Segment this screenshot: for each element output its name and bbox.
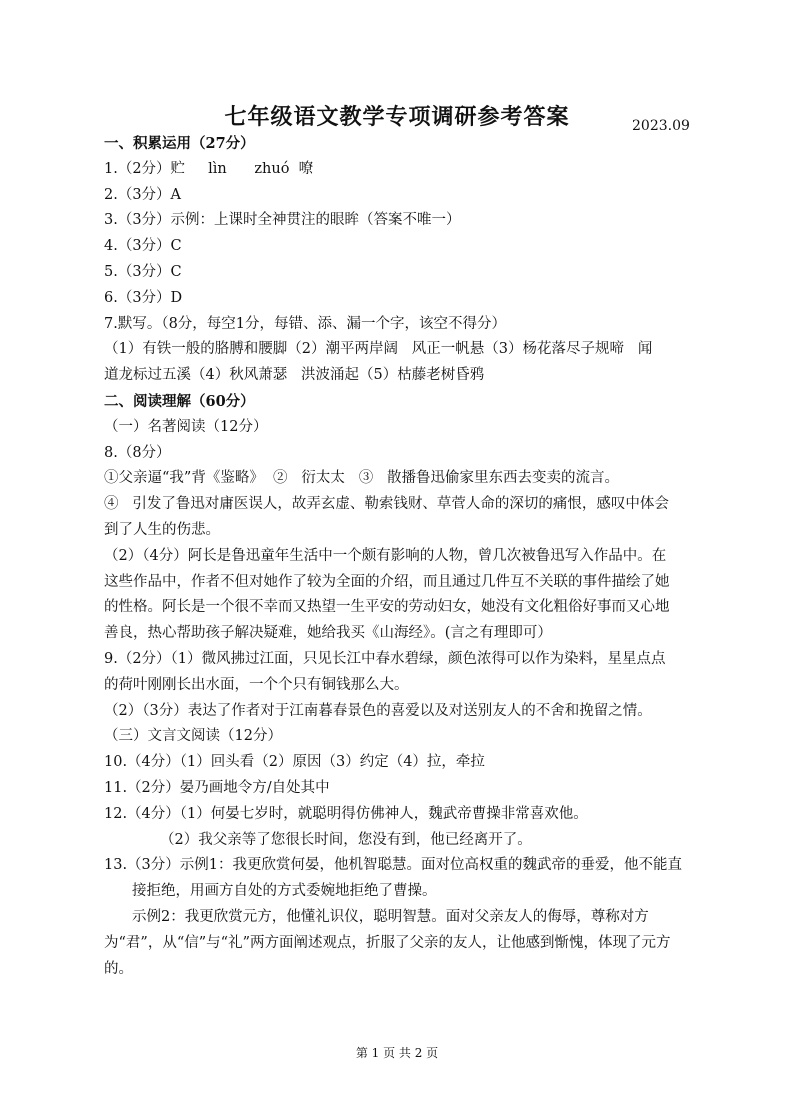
subsection-heading-1: （一）名著阅读（12分） bbox=[104, 418, 268, 435]
answer-line-q9-text-2: 的荷叶刚刚长出水面，一个个只有铜钱那么大。 bbox=[104, 676, 409, 693]
subsection-heading-3: （三）文言文阅读（12分） bbox=[104, 728, 282, 745]
answer-line-q8-2-text-1: （2）（4分）阿长是鲁迅童年生活中一个颇有影响的人物，曾几次被鲁迅写入作品中。在 bbox=[104, 547, 667, 564]
answer-line-q13-example-2: 示例2：我更欣赏元方，他懂礼识仪，聪明智慧。面对父亲友人的侮辱，尊称对方为“君”，从“信”与“礼”两方面阐述观点，折服了父亲的友人，让他感到惭愧，体现了元方的。 bbox=[104, 908, 671, 977]
answer-line-q4: 4.（3分）C bbox=[104, 238, 182, 255]
answer-line-q8-2-text-2: 这些作品中，作者不但对她作了较为全面的介绍，而且通过几件互不关联的事件描绘了她 bbox=[104, 573, 670, 590]
answer-line-q11: 11.（2分）晏乃画地令方/自处其中 bbox=[104, 779, 330, 796]
answer-line-q8: 8.（8分） bbox=[104, 444, 171, 461]
answer-line-q1: 1.（2分）贮 lìn zhuó 嘹 bbox=[104, 160, 314, 177]
answer-line-q13-example-1: 13.（3分）示例1：我更欣赏何晏，他机智聪慧。面对位高权重的魏武帝的垂爱，他不能直接拒绝，用画方自处的方式委婉地拒绝了曹操。 bbox=[104, 857, 683, 900]
answer-line-q12-1: 12.（4分）（1）何晏七岁时，就聪明得仿佛神人，魏武帝曹操非常喜欢他。 bbox=[104, 805, 588, 822]
answer-line-q8-text-1: ①父亲逼“我”背《鉴略》 ② 衍太太 ③ 散播鲁迅偷家里东西去变卖的流言。 bbox=[104, 470, 620, 487]
answer-line-q8-2-text-3: 的性格。阿长是一个很不幸而又热望一生平安的劳动妇女，她没有文化粗俗好事而又心地 bbox=[104, 599, 670, 616]
answer-line-q8-text-3: 到了人生的伤悲。 bbox=[104, 521, 220, 538]
answer-line-q12-2: （2）我父亲等了您很长时间，您没有到，他已经离开了。 bbox=[160, 831, 532, 848]
answer-line-q3: 3.（3分）示例：上课时全神贯注的眼眸（答案不唯一） bbox=[104, 212, 461, 229]
section-heading-2: 二、阅读理解（60分） bbox=[104, 392, 255, 410]
answer-line-q8-text-2: ④ 引发了鲁迅对庸医误人，故弄玄虚、勒索钱财、草菅人命的深切的痛恨，感叹中体会 bbox=[104, 496, 669, 513]
answer-line-q7-text-1: （1）有铁一般的胳膊和腰脚（2）潮平两岸阔 风正一帆悬（3）杨花落尽子规啼 闻 bbox=[104, 341, 653, 358]
page-title: 七年级语文教学专项调研参考答案 bbox=[224, 104, 570, 130]
answer-line-q9-text-1: 9.（2分）（1）微风拂过江面，只见长江中春水碧绿，颜色浓得可以作为染料，星星点点 bbox=[104, 650, 666, 667]
answer-line-q7-text-2: 道龙标过五溪（4）秋风萧瑟 洪波涌起（5）枯藤老树昏鸦 bbox=[104, 367, 485, 384]
answer-content bbox=[104, 131, 696, 982]
answer-line-q5: 5.（3分）C bbox=[104, 263, 182, 280]
answer-line-q7: 7.默写。（8分，每空1分，每错、添、漏一个字，该空不得分） bbox=[104, 315, 507, 332]
answer-line-q8-2-text-4: 善良，热心帮助孩子解决疑难，她给我买《山海经》。(言之有理即可） bbox=[104, 625, 552, 642]
answer-line-q2: 2.（3分）A bbox=[104, 186, 182, 203]
exam-date: 2023.09 bbox=[632, 118, 690, 134]
answer-line-q10: 10.（4分）（1）回头看（2）原因（3）约定（4）拉，牵拉 bbox=[104, 754, 485, 771]
section-heading-1: 一、积累运用（27分） bbox=[104, 135, 255, 152]
answer-line-q6: 6.（3分）D bbox=[104, 289, 183, 306]
answer-line-q9-2: （2）（3分）表达了作者对于江南暮春景色的喜爱以及对送别友人的不舍和挽留之情。 bbox=[104, 702, 652, 719]
page-footer: 第 1 页 共 2 页 bbox=[355, 1046, 439, 1060]
